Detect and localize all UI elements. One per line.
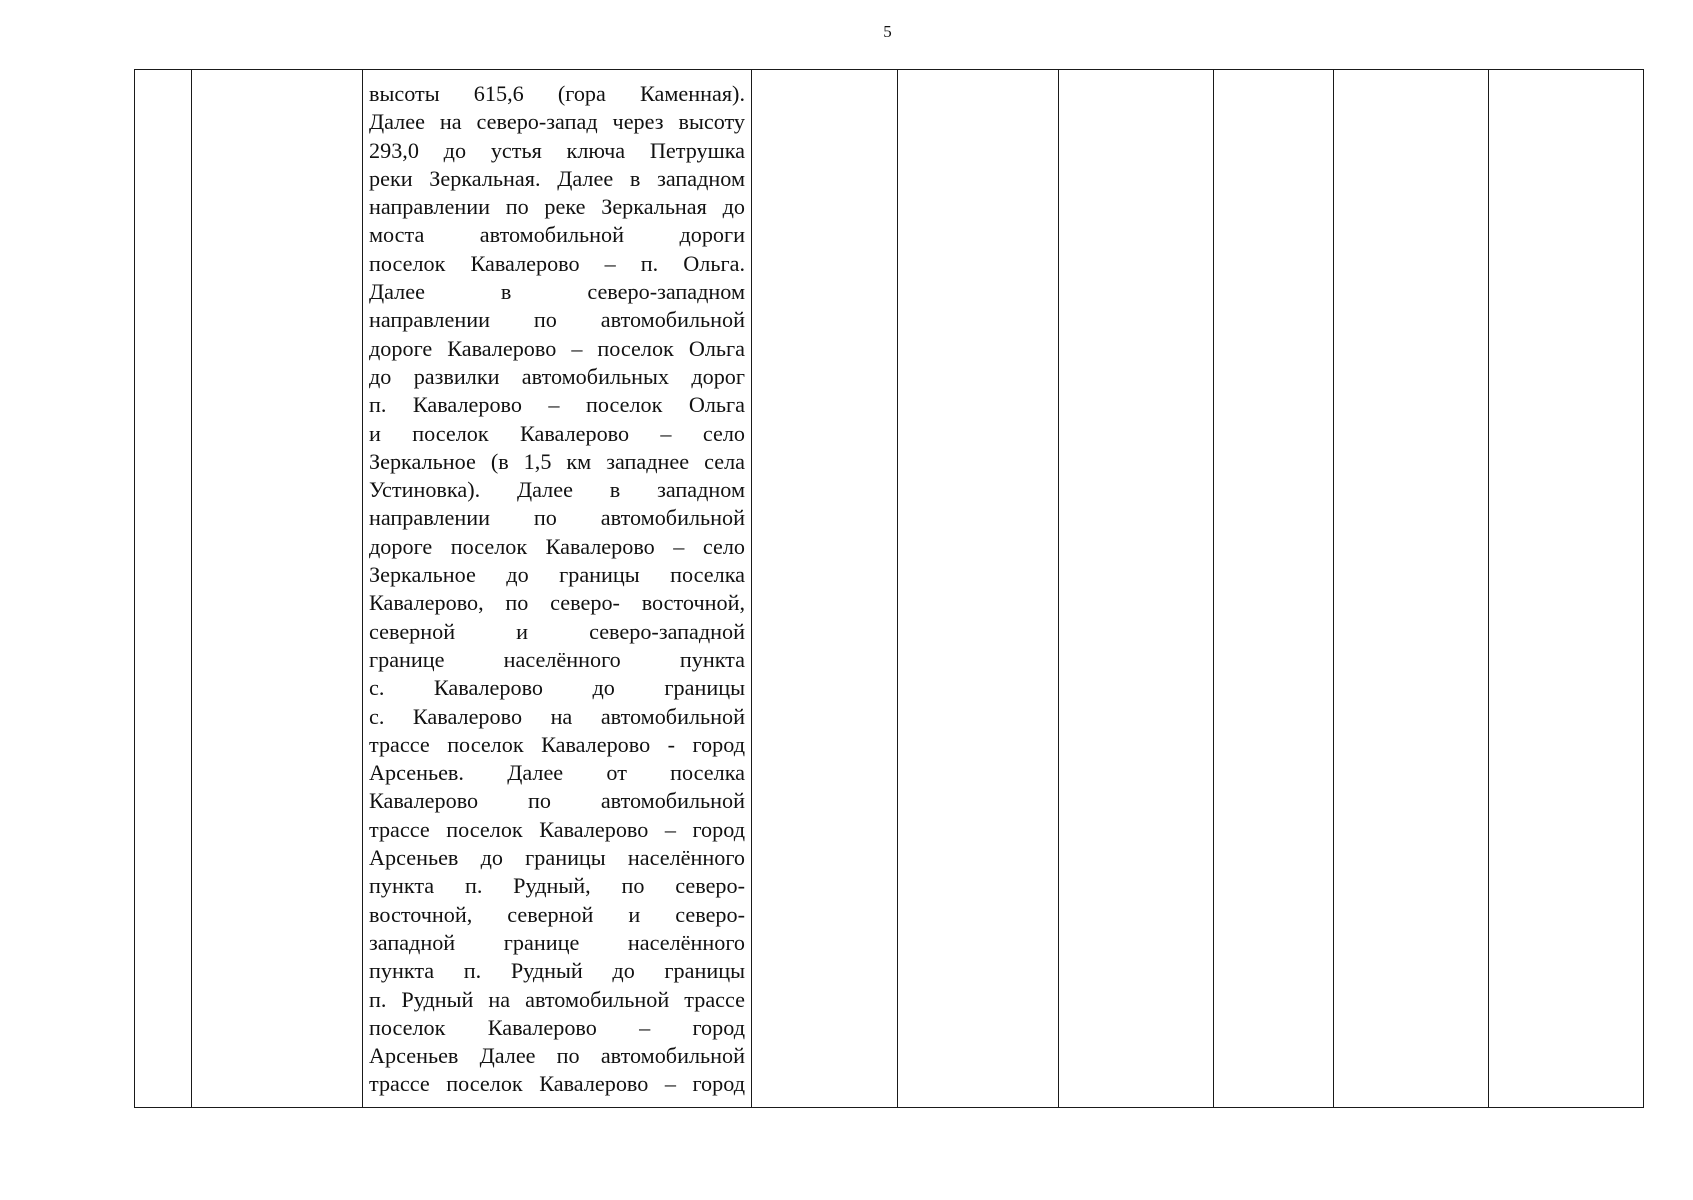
table-cell-empty-5 <box>898 70 1059 1108</box>
description-line: высоты 615,6 (гора Каменная). <box>369 81 745 106</box>
description-line: трассе поселок Кавалерово – город <box>369 1071 745 1097</box>
description-line: северной и северо-западной <box>369 618 745 644</box>
description-line: границе населённого пункта <box>369 646 745 672</box>
description-line: трассе поселок Кавалерово - город <box>369 731 745 757</box>
description-line: и поселок Кавалерово – село <box>369 420 745 446</box>
description-line: Зеркальное до границы поселка <box>369 562 745 588</box>
description-line: п. Рудный на автомобильной трассе <box>369 986 745 1012</box>
description-line: Кавалерово, по северо- восточной, <box>369 590 745 616</box>
description-line: западной границе населённого <box>369 929 745 955</box>
boundary-table <box>134 69 1644 1108</box>
description-line: Зеркальное (в 1,5 км западнее села <box>369 448 745 474</box>
description-line: п. Кавалерово – поселок Ольга <box>369 392 745 418</box>
description-line: пункта п. Рудный до границы <box>369 958 745 984</box>
description-line: Арсеньев Далее по автомобильной <box>369 1043 745 1069</box>
description-line: Кавалерово по автомобильной <box>369 788 745 814</box>
description-line: моста автомобильной дороги <box>369 222 745 248</box>
description-line: Далее на северо-запад через высоту <box>369 109 745 135</box>
description-line: трассе поселок Кавалерово – город <box>369 816 745 842</box>
description-line: дороге поселок Кавалерово – село <box>369 533 745 559</box>
description-line: до развилки автомобильных дорог <box>369 363 745 389</box>
description-line: Далее в северо-западном <box>369 279 745 305</box>
page-number: 5 <box>883 22 892 41</box>
table-cell-name <box>192 70 363 1108</box>
description-line: реки Зеркальная. Далее в западном <box>369 165 745 191</box>
description-line: поселок Кавалерово – п. Ольга. <box>369 250 745 276</box>
description-line: поселок Кавалерово – город <box>369 1014 745 1040</box>
table-cell-description <box>363 70 752 1108</box>
description-line: Устиновка). Далее в западном <box>369 477 745 503</box>
table-cell-empty-6 <box>1059 70 1214 1108</box>
table-cell-empty-9 <box>1489 70 1644 1108</box>
table-cell-number <box>135 70 192 1108</box>
description-line: 293,0 до устья ключа Петрушка <box>369 137 745 163</box>
description-line: направлении по реке Зеркальная до <box>369 194 745 220</box>
table-cell-empty-4 <box>752 70 898 1108</box>
description-line: направлении по автомобильной <box>369 307 745 333</box>
description-line: дороге Кавалерово – поселок Ольга <box>369 335 745 361</box>
description-line: с. Кавалерово до границы <box>369 675 745 701</box>
description-line: пункта п. Рудный, по северо- <box>369 873 745 899</box>
boundary-description <box>363 70 751 1099</box>
description-line: Арсеньев до границы населённого <box>369 845 745 871</box>
description-line: Арсеньев. Далее от поселка <box>369 760 745 786</box>
table-row <box>135 70 1644 1108</box>
table-cell-empty-7 <box>1214 70 1334 1108</box>
description-line: восточной, северной и северо- <box>369 901 745 927</box>
table-cell-empty-8 <box>1334 70 1489 1108</box>
description-line: направлении по автомобильной <box>369 505 745 531</box>
description-line: с. Кавалерово на автомобильной <box>369 703 745 729</box>
